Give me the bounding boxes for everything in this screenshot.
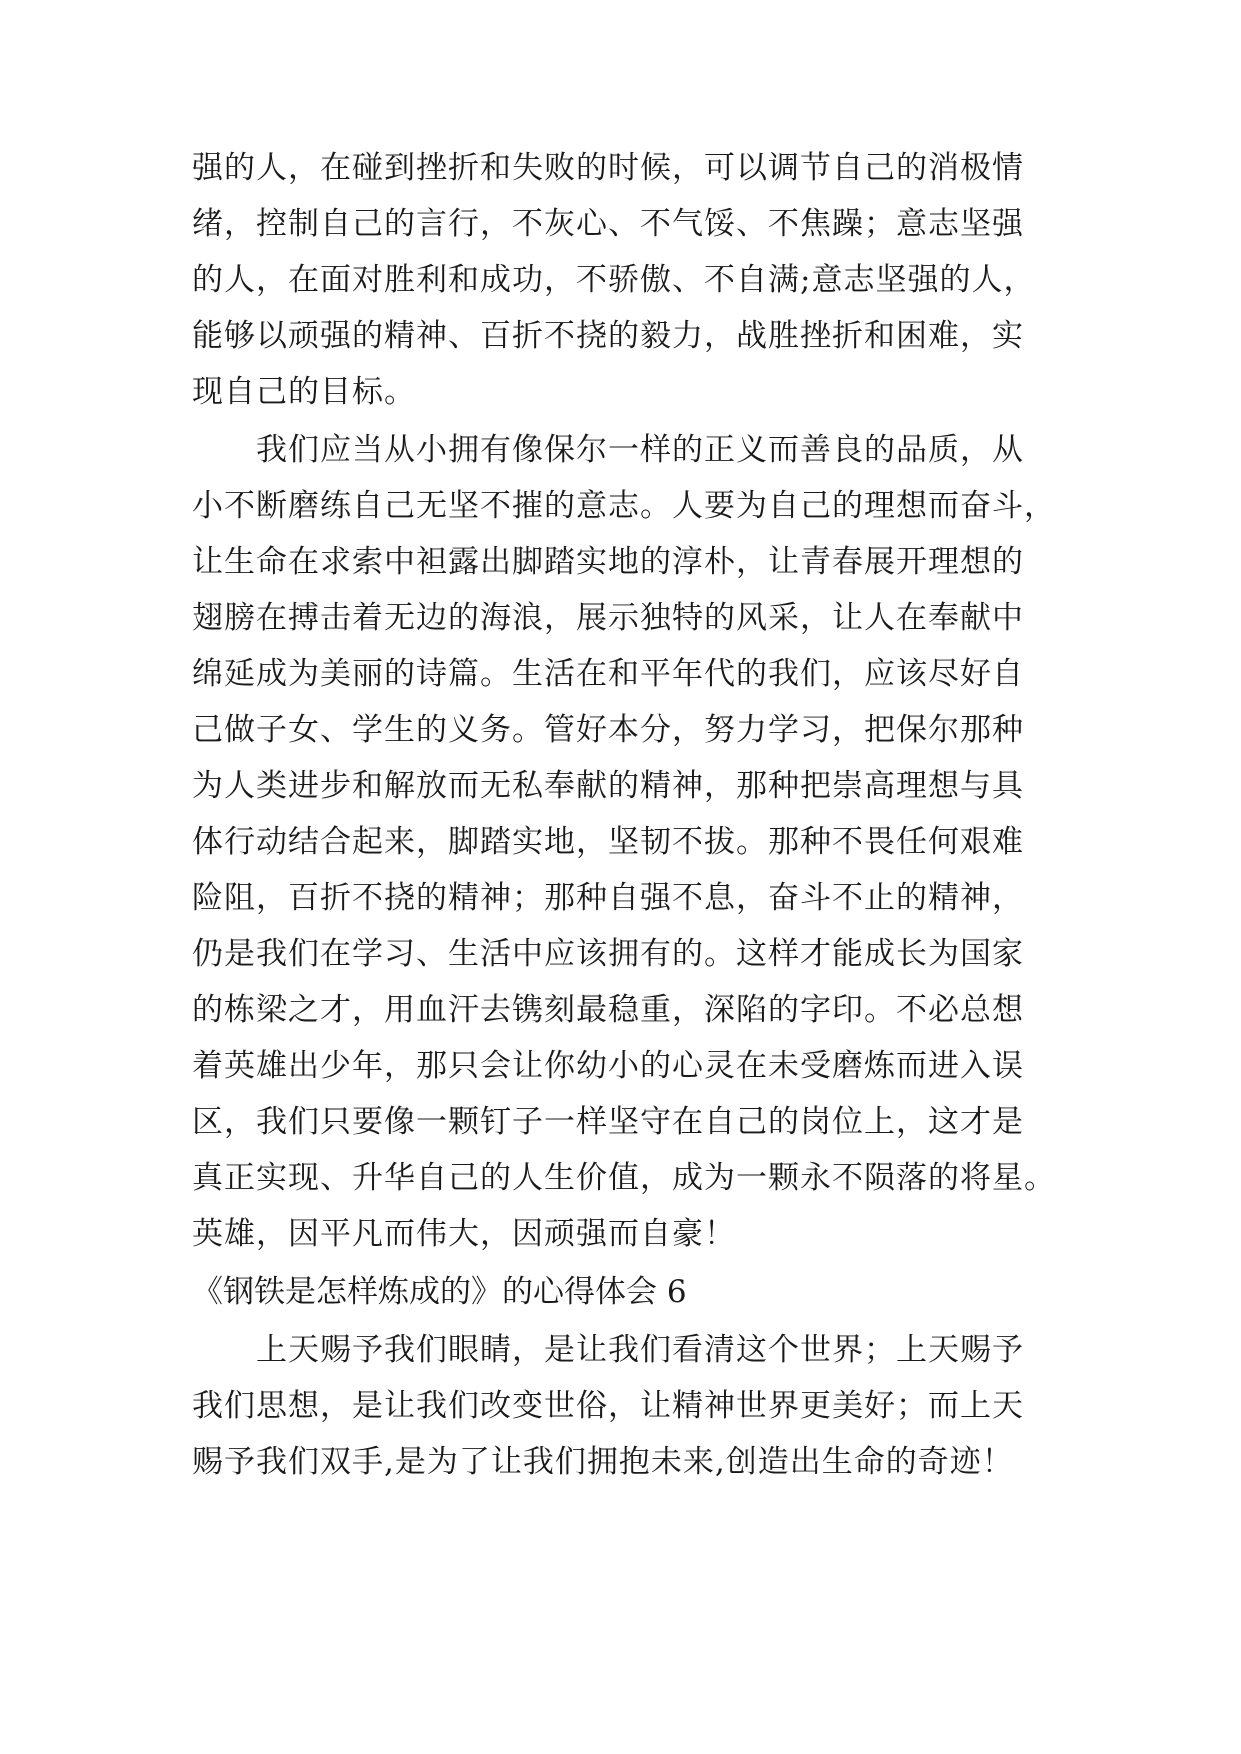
paragraph-1-line-4: 能够以顽强的精神、百折不挠的毅力，战胜挫折和困难，实	[192, 318, 1024, 354]
paragraph-2-line-11: 的栋梁之才，用血汗去镌刻最稳重，深陷的字印。不必总想	[192, 992, 1024, 1028]
paragraph-2-line-3: 让生命在求索中袒露出脚踏实地的淳朴，让青春展开理想的	[192, 544, 1024, 580]
paragraph-2-line-5: 绵延成为美丽的诗篇。生活在和平年代的我们，应该尽好自	[192, 656, 1024, 692]
paragraph-1-line-2: 绪，控制自己的言行，不灰心、不气馁、不焦躁；意志坚强	[192, 206, 1024, 242]
paragraph-1-line-5: 现自己的目标。	[192, 374, 416, 410]
paragraph-3-line-3: 赐予我们双手,是为了让我们拥抱未来,创造出生命的奇迹！	[192, 1444, 1014, 1480]
paragraph-1-line-1: 强的人，在碰到挫折和失败的时候，可以调节自己的消极情	[192, 150, 1024, 186]
paragraph-2-line-8: 体行动结合起来，脚踏实地，坚韧不拔。那种不畏任何艰难	[192, 824, 1024, 860]
paragraph-3-line-1: 上天赐予我们眼睛，是让我们看清这个世界；上天赐予	[256, 1332, 1024, 1368]
paragraph-2-line-2: 小不断磨练自己无坚不摧的意志。人要为自己的理想而奋斗，	[192, 488, 1056, 524]
paragraph-2-line-4: 翅膀在搏击着无边的海浪，展示独特的风采，让人在奉献中	[192, 600, 1024, 636]
paragraph-2-line-10: 仍是我们在学习、生活中应该拥有的。这样才能成长为国家	[192, 936, 1024, 972]
paragraph-2-line-12: 着英雄出少年，那只会让你幼小的心灵在未受磨炼而进入误	[192, 1048, 1024, 1084]
paragraph-3-line-2: 我们思想，是让我们改变世俗，让精神世界更美好；而上天	[192, 1388, 1024, 1424]
paragraph-2-line-13: 区，我们只要像一颗钉子一样坚守在自己的岗位上，这才是	[192, 1104, 1024, 1140]
paragraph-1-line-3: 的人，在面对胜利和成功，不骄傲、不自满;意志坚强的人，	[192, 262, 1036, 298]
paragraph-2-line-14: 真正实现、升华自己的人生价值，成为一颗永不陨落的将星。	[192, 1160, 1056, 1196]
paragraph-2-line-9: 险阻，百折不挠的精神；那种自强不息，奋斗不止的精神，	[192, 880, 1024, 916]
paragraph-2-line-15: 英雄，因平凡而伟大，因顽强而自豪！	[192, 1216, 736, 1252]
paragraph-2-line-7: 为人类进步和解放而无私奉献的精神，那种把崇高理想与具	[192, 768, 1024, 804]
paragraph-2-line-1: 我们应当从小拥有像保尔一样的正义而善良的品质，从	[256, 432, 1024, 468]
section-heading: 《钢铁是怎样炼成的》的心得体会 6	[192, 1274, 687, 1310]
paragraph-2-line-6: 己做子女、学生的义务。管好本分，努力学习，把保尔那种	[192, 712, 1024, 748]
